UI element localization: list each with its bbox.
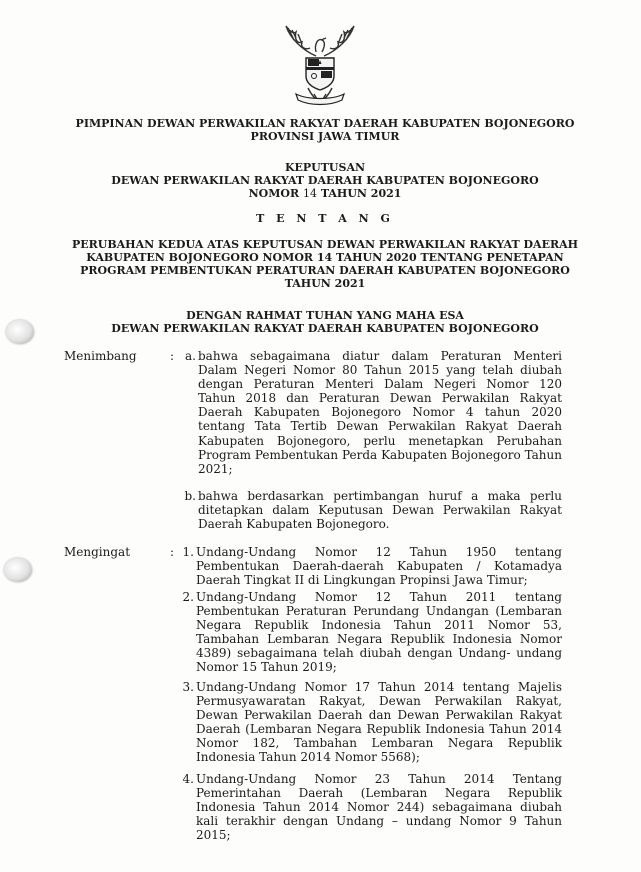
- rahmat-line1: DENGAN RAHMAT TUHAN YANG MAHA ESA: [186, 309, 464, 322]
- nomor-value: 14: [302, 187, 317, 200]
- nomor-label: NOMOR: [248, 187, 300, 200]
- tentang-heading: T E N T A N G: [256, 212, 394, 225]
- document-header: [40, 117, 610, 143]
- mengingat-item-4: Undang-Undang Nomor 23 Tahun 2014 Tentang Pemerintahan Daerah (Lembaran Negara Republik Indonesia Tahun 2014 Nomor 244) sebagaimana diubah kali terakhir dengan Undang – undang Nomor 9 Tahun 2015;: [196, 772, 562, 843]
- mengingat-marker-2: 2.: [182, 590, 194, 604]
- decision-title: KEPUTUSAN: [284, 161, 366, 174]
- rahmat-line2: DEWAN PERWAKILAN RAKYAT DAERAH KABUPATEN BOJONEGORO: [111, 322, 539, 335]
- subject-line4: TAHUN 2021: [284, 277, 366, 290]
- garuda-emblem: [272, 22, 368, 108]
- mengingat-marker-1: 1.: [182, 545, 194, 559]
- decision-issuer: DEWAN PERWAKILAN RAKYAT DAERAH KABUPATEN BOJONEGORO: [111, 174, 539, 187]
- menimbang-marker-a: a.: [185, 349, 196, 363]
- mengingat-marker-4: 4.: [182, 772, 194, 786]
- header-line1: PIMPINAN DEWAN PERWAKILAN RAKYAT DAERAH KABUPATEN BOJONEGORO: [75, 117, 575, 130]
- menimbang-item-a: bahwa sebagaimana diatur dalam Peraturan Menteri Dalam Negeri Nomor 80 Tahun 2015 yang telah diubah dengan Peraturan Menteri Dalam Negeri Nomor 120 Tahun 2018 dan Peraturan Dewan Perwakilan Rakyat Daerah Kabupaten Bojonegoro Nomor 4 tahun 2020 tentang Tata Tertib Dewan Perwakilan Rakyat Daerah Kabupaten Bojonegoro, perlu menetapkan Perubahan Program Pembentukan Perda Kabupaten Bojonegoro Tahun 2021;: [198, 349, 562, 476]
- punch-hole-top: [6, 320, 34, 344]
- mengingat-marker-3: 3.: [182, 680, 194, 694]
- mengingat-item-3: Undang-Undang Nomor 17 Tahun 2014 tentang Majelis Permusyawaratan Rakyat, Dewan Perwakilan Rakyat, Dewan Perwakilan Daerah dan Dewan Perwakilan Rakyat Daerah (Lembaran Negara Republik Indonesia Tahun 2014 Nomor 182, Tambahan Lembaran Negara Republik Indonesia Tahun 2014 Nomor 5568);: [196, 680, 562, 765]
- mengingat-item-2: Undang-Undang Nomor 12 Tahun 2011 tentang Pembentukan Peraturan Perundang Undangan (Lembaran Negara Republik Indonesia Tahun 2011 Nomor 53, Tambahan Lembaran Negara Republik Indonesia Nomor 4389) sebagaimana telah diubah dengan Undang- undang Nomor 15 Tahun 2019;: [196, 590, 562, 675]
- mengingat-colon: :: [170, 545, 175, 559]
- punch-hole-bottom: [4, 558, 32, 582]
- menimbang-marker-b: b.: [184, 489, 196, 503]
- menimbang-item-b: bahwa berdasarkan pertimbangan huruf a maka perlu ditetapkan dalam Keputusan Dewan Perwakilan Rakyat Daerah Kabupaten Bojonegoro.: [198, 489, 562, 532]
- tahun-label: TAHUN 2021: [320, 187, 402, 200]
- decision-subject: [40, 238, 610, 290]
- decision-number: [40, 187, 610, 200]
- decision-block: [40, 161, 610, 200]
- subject-line3: PROGRAM PEMBENTUKAN PERATURAN DAERAH KABUPATEN BOJONEGORO: [80, 264, 570, 277]
- subject-line2: KABUPATEN BOJONEGORO NOMOR 14 TAHUN 2020 TENTANG PENETAPAN: [86, 251, 564, 264]
- subject-line1: PERUBAHAN KEDUA ATAS KEPUTUSAN DEWAN PERWAKILAN RAKYAT DAERAH: [71, 238, 579, 251]
- menimbang-colon: :: [170, 349, 175, 363]
- mengingat-item-1: Undang-Undang Nomor 12 Tahun 1950 tentang Pembentukan Daerah-daerah Kabupaten / Kotamadya Daerah Tingkat II di Lingkungan Propinsi Jawa Timur;: [196, 545, 562, 588]
- mengingat-label: Mengingat: [64, 545, 131, 559]
- header-line2: PROVINSI JAWA TIMUR: [250, 130, 400, 143]
- invocation: [40, 309, 610, 335]
- menimbang-label: Menimbang: [64, 349, 137, 363]
